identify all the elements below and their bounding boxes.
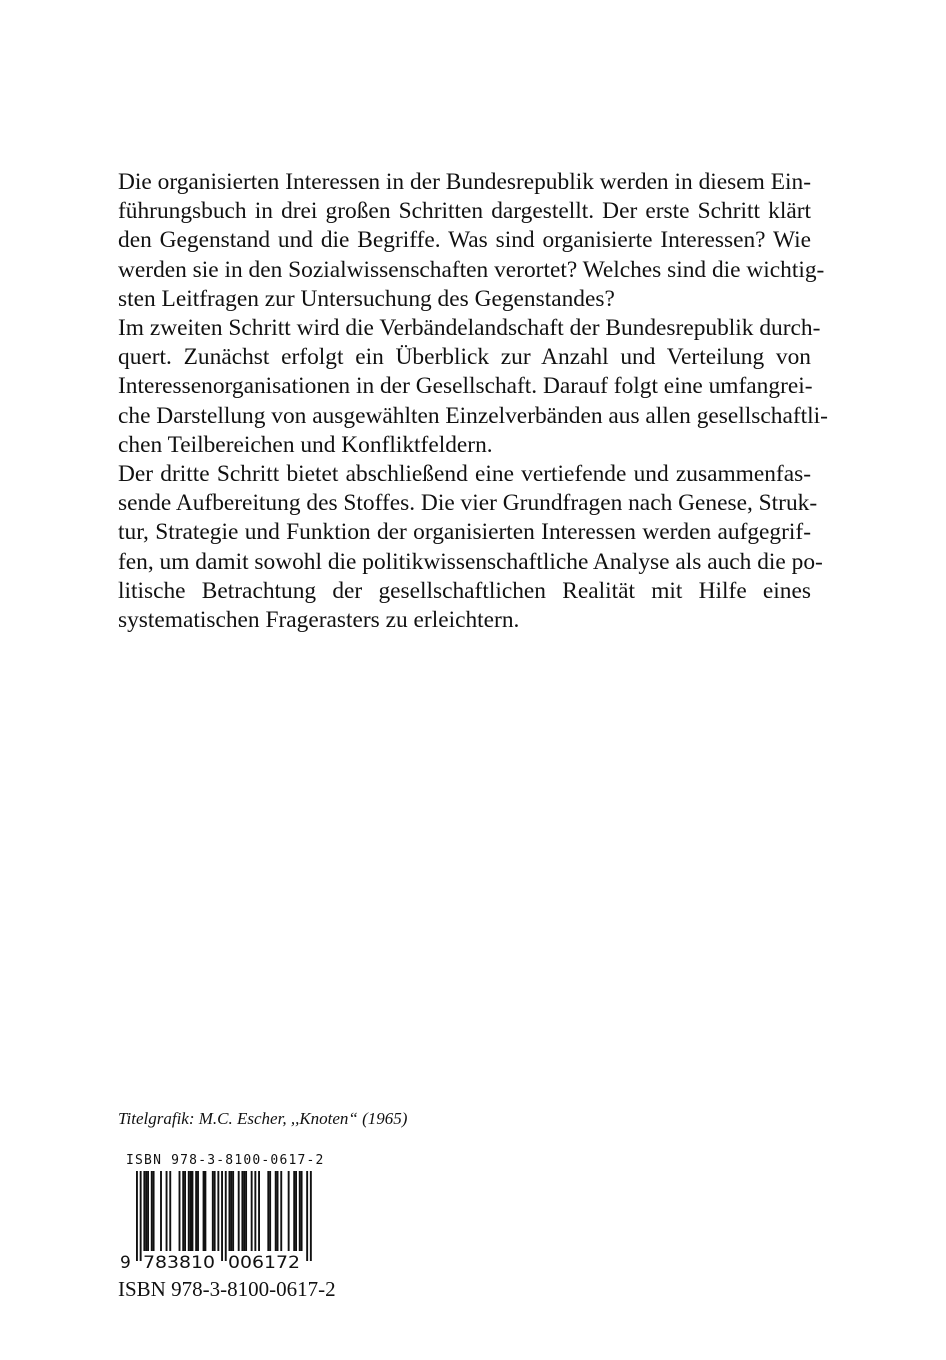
- barcode-bar: [293, 1171, 295, 1251]
- blurb-line: tur, Strategie und Funktion der organisierten Interessen werden aufgegrif-: [118, 519, 811, 546]
- blurb-line: führungsbuch in drei großen Schritten dargestellt. Der erste Schritt klärt: [118, 198, 811, 225]
- barcode-graphic: [118, 1169, 324, 1273]
- blurb-line: Im zweiten Schritt wird die Verbändelandschaft der Bundesrepublik durch-: [118, 315, 821, 342]
- blurb-line: Die organisierten Interessen in der Bundesrepublik werden in diesem Ein-: [118, 169, 811, 195]
- barcode-bar: [288, 1171, 290, 1251]
- barcode-bar: [301, 1171, 303, 1251]
- back-cover-blurb: [118, 168, 828, 635]
- barcode-bar: [258, 1171, 260, 1251]
- barcode-bar: [225, 1171, 227, 1261]
- blurb-line: Interessenorganisationen in der Gesellschaft. Darauf folgt eine umfangrei-: [118, 373, 813, 400]
- barcode-bar: [197, 1171, 199, 1251]
- barcode-bar: [143, 1171, 145, 1251]
- barcode-bar: [192, 1171, 194, 1251]
- blurb-line: quert. Zunächst erfolgt ein Überblick zur Anzahl und Verteilung von: [118, 344, 811, 371]
- isbn-text: ISBN 978-3-8100-0617-2: [118, 1277, 336, 1301]
- blurb-line: Der dritte Schritt bietet abschließend eine vertiefende und zusammenfas-: [118, 461, 811, 488]
- barcode-isbn-label: ISBN 978-3-8100-0617-2: [126, 1153, 325, 1168]
- barcode-lead-digit: 9: [120, 1253, 131, 1273]
- barcode-bar: [229, 1171, 231, 1251]
- barcode-bar: [275, 1171, 277, 1251]
- barcode-bar: [166, 1171, 168, 1251]
- barcode-bar: [238, 1171, 240, 1251]
- barcode-right-digits: 006172: [228, 1253, 300, 1273]
- barcode-bar: [212, 1171, 214, 1251]
- barcode-bar: [147, 1171, 149, 1251]
- blurb-line: chen Teilbereichen und Konfliktfeldern.: [118, 431, 493, 458]
- barcode-bars: [136, 1171, 312, 1261]
- barcode-bar: [269, 1171, 271, 1251]
- barcode-bar: [217, 1171, 219, 1251]
- barcode-bar: [214, 1171, 216, 1251]
- barcode-bar: [182, 1171, 184, 1251]
- barcode-bar: [204, 1171, 206, 1251]
- barcode-bar: [230, 1171, 232, 1251]
- barcode-bar: [280, 1171, 282, 1251]
- blurb-line: den Gegenstand und die Begriffe. Was sind organisierte Interessen? Wie: [118, 227, 811, 254]
- barcode-bar: [169, 1171, 171, 1251]
- barcode-bar: [153, 1171, 155, 1251]
- blurb-line: systematischen Fragerasters zu erleichtern.: [118, 607, 520, 634]
- barcode-bar: [160, 1171, 162, 1251]
- barcode-bar: [267, 1171, 269, 1251]
- barcode-bar: [203, 1171, 205, 1251]
- blurb-line: sten Leitfragen zur Untersuchung des Gegenstandes?: [118, 285, 615, 312]
- barcode-bar: [310, 1171, 312, 1261]
- barcode-bar: [295, 1171, 297, 1251]
- barcode-bar: [251, 1171, 253, 1251]
- barcode-bar: [232, 1171, 234, 1251]
- barcode-bar: [151, 1171, 153, 1251]
- barcode-bar: [254, 1171, 256, 1251]
- barcode-left-digits: 783810: [143, 1253, 215, 1273]
- cover-art-credit: Titelgrafik: M.C. Escher, ,,Knoten“ (1965): [118, 1109, 408, 1128]
- barcode-bar: [245, 1171, 247, 1251]
- blurb-line: litische Betrachtung der gesellschaftlichen Realität mit Hilfe eines: [118, 577, 811, 604]
- barcode-bar: [190, 1171, 192, 1251]
- barcode-bar: [299, 1171, 301, 1251]
- blurb-line: fen, um damit sowohl die politikwissenschaftliche Analyse als auch die po-: [118, 548, 823, 575]
- isbn-barcode: [118, 1152, 324, 1273]
- barcode-bar: [241, 1171, 243, 1251]
- barcode-bar: [184, 1171, 186, 1251]
- barcode-bar: [306, 1171, 308, 1261]
- barcode-bar: [145, 1171, 147, 1251]
- barcode-bar: [188, 1171, 190, 1251]
- blurb-line: werden sie in den Sozialwissenschaften verortet? Welches sind die wichtig-: [118, 256, 825, 283]
- blurb-line: che Darstellung von ausgewählten Einzelverbänden aus allen gesellschaftli-: [118, 402, 828, 429]
- barcode-bar: [179, 1171, 181, 1251]
- barcode-bar: [221, 1171, 223, 1261]
- barcode-bar: [195, 1171, 197, 1251]
- blurb-line: sende Aufbereitung des Stoffes. Die vier Grundfragen nach Genese, Struk-: [118, 490, 818, 517]
- barcode-bar: [140, 1171, 142, 1261]
- barcode-bar: [136, 1171, 138, 1261]
- barcode-bar: [243, 1171, 245, 1251]
- barcode-bar: [277, 1171, 279, 1251]
